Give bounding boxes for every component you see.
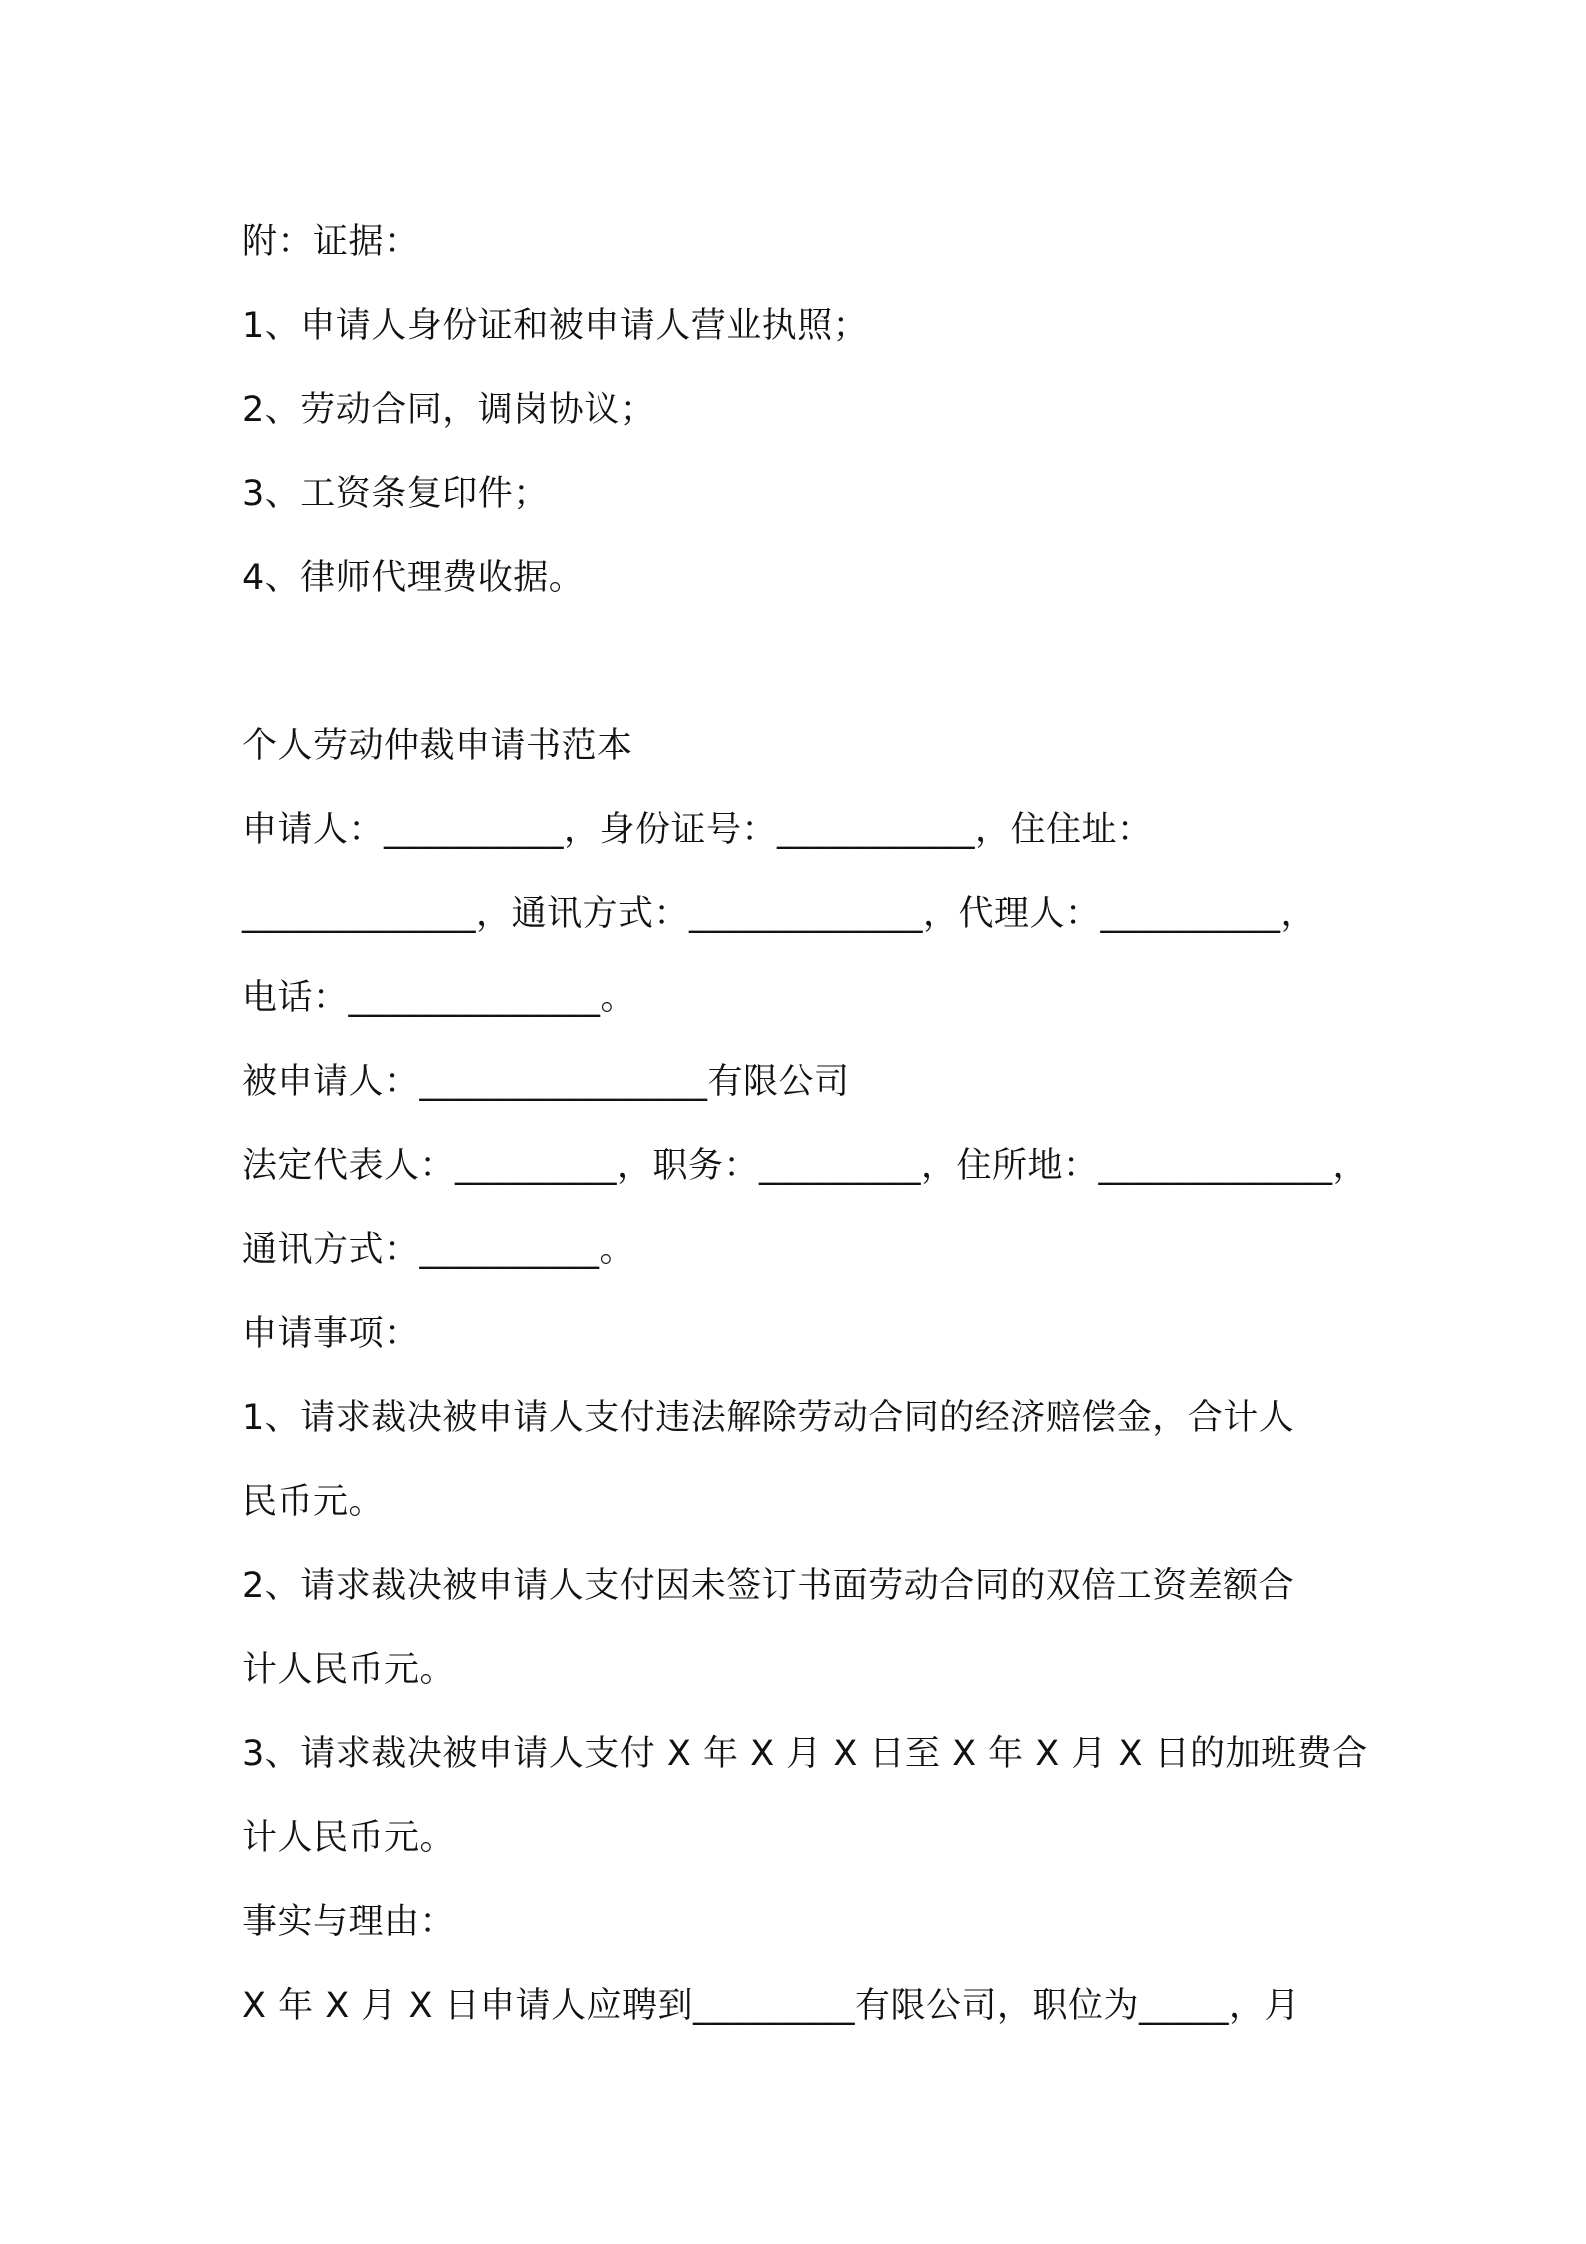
- appendix-item: 1、申请人身份证和被申请人营业执照；: [242, 306, 869, 346]
- claims-line: 民币元。: [242, 1482, 385, 1522]
- section-gap: [242, 620, 1372, 704]
- respondent-line: 法定代表人：_________，职务：_________，住所地：_____________，: [242, 1146, 1369, 1186]
- appendix-heading: 附：证据：: [242, 222, 420, 262]
- appendix-item: 3、工资条复印件；: [242, 474, 549, 514]
- respondent-line: 被申请人：________________有限公司: [242, 1062, 850, 1102]
- claims-heading: 申请事项：: [242, 1314, 420, 1354]
- document-body: [242, 200, 1372, 2048]
- applicant-line: 申请人：__________，身份证号：___________，住住址：: [242, 810, 1153, 850]
- claims-line: 计人民币元。: [242, 1818, 456, 1858]
- claims-line: 计人民币元。: [242, 1650, 456, 1690]
- template-title: 个人劳动仲裁申请书范本: [242, 726, 633, 766]
- appendix-item: 2、劳动合同，调岗协议；: [242, 390, 656, 430]
- claims-line: 3、请求裁决被申请人支付 X 年 X 月 X 日至 X 年 X 月 X 日的加班费合: [242, 1734, 1368, 1774]
- claims-line: 1、请求裁决被申请人支付违法解除劳动合同的经济赔偿金，合计人: [242, 1398, 1295, 1438]
- appendix-item: 4、律师代理费收据。: [242, 558, 585, 598]
- respondent-line: 通讯方式：__________。: [242, 1230, 636, 1270]
- claims-line: 2、请求裁决被申请人支付因未签订书面劳动合同的双倍工资差额合: [242, 1566, 1295, 1606]
- facts-line: X 年 X 月 X 日申请人应聘到_________有限公司，职位为_____，月: [242, 1986, 1301, 2026]
- applicant-line: 电话：______________。: [242, 978, 637, 1018]
- applicant-line: _____________，通讯方式：_____________，代理人：__________，: [242, 894, 1317, 934]
- facts-heading: 事实与理由：: [242, 1902, 456, 1942]
